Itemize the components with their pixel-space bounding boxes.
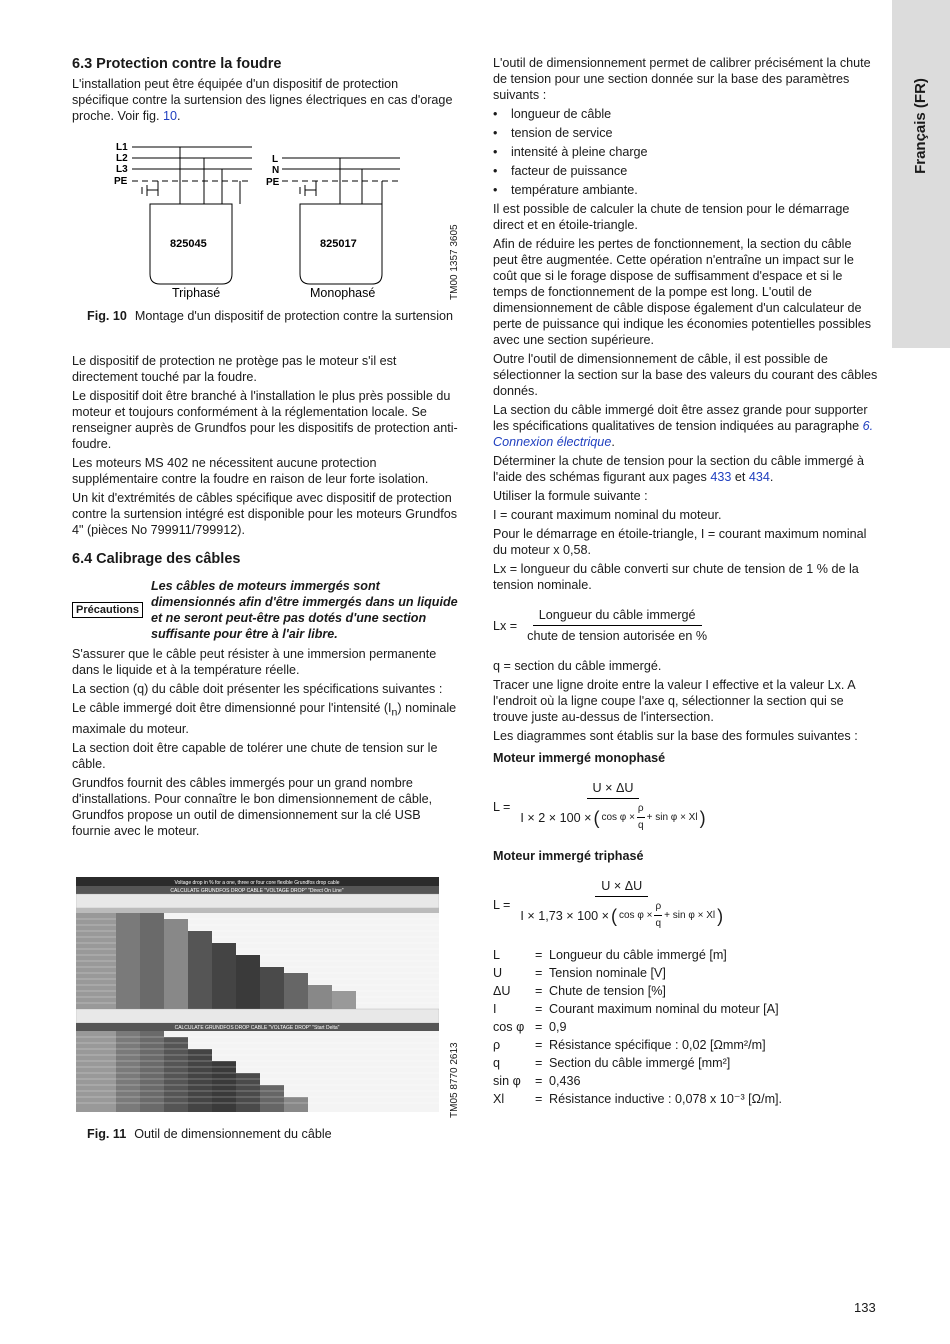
tool-intro: L'outil de dimensionnement permet de calibrer précisément la chute de tension pour une section donnée sur la base des paramètres suivants : (493, 56, 871, 102)
cable-para-2: La section (q) du câble doit présenter les spécifications suivantes : (72, 682, 443, 696)
parameter-item: • tension de service (493, 125, 879, 141)
right-para-10: Lx = longueur du câble converti sur chute de tension de 1 % de la tension nominale. (493, 562, 859, 592)
lx-formula (493, 607, 879, 644)
page-number: 133 (854, 1300, 876, 1315)
right-para-6: Déterminer la chute de tension pour la section du câble immergé à l'aide des schémas figurant aux pages 433 et 434. (493, 454, 865, 484)
lx-lhs: Lx = (493, 618, 518, 633)
fig-10-link[interactable]: 10 (163, 109, 178, 123)
section-6-3-title: 6.3 Protection contre la foudre (72, 56, 282, 72)
language-tab (892, 0, 950, 348)
label-monophase: Monophasé (310, 286, 376, 300)
cable-para-3: Le câble immergé doit être dimensionné pour l'intensité $(I_n)$ nominale maximale du moteur. (72, 701, 457, 736)
caution-block (72, 578, 458, 642)
legend-row: ΔU = Chute de tension [%] (493, 984, 666, 998)
cable-para-1: S'assurer que le câble peut résister à une immersion permanente dans le liquide et à la température réelle. (72, 647, 437, 677)
left-column (72, 55, 458, 145)
lightning-para-4: Un kit d'extrémités de câbles spécifique avec dispositif de protection contre la surtension intégré est disponible pour les moteurs Grundfos 4" (pièces No 799911/799912). (72, 491, 458, 537)
electrical-connection-link[interactable]: 6. Connexion électrique (493, 419, 874, 449)
fig-10-code: TM00 1357 3605 (449, 224, 460, 300)
legend-row: I = Courant maximum nominal du moteur [A] (493, 1002, 779, 1016)
page-433-link[interactable]: 433 (710, 470, 732, 484)
right-para-2: Il est possible de calculer la chute de tension pour le démarrage direct et en étoile-triangle. (493, 202, 850, 232)
legend-row: cos φ = 0,9 (493, 1020, 567, 1034)
right-para-5: La section du câble immergé doit être assez grande pour supporter les spécifications qualitatives de tension indiquées au paragraphe 6. Connexion électrique. (493, 403, 874, 449)
fig-11-caption (72, 1126, 458, 1142)
right-para-11: q = section du câble immergé. (493, 659, 662, 673)
symbol-legend (493, 946, 782, 1108)
mono-lhs: L = (493, 800, 511, 814)
tri-denominator: I × 1,73 × 100 × (520, 908, 609, 923)
cable-para-5: Grundfos fournit des câbles immergés pour un grand nombre d'installations. Pour connaître le bon dimensionnement de câble, Grundfos propose un outil de dimensionnement sur la clé USB fournie avec le moteur. (72, 775, 433, 838)
mono-numerator: U × ΔU (587, 780, 640, 799)
l2-label: L2 (116, 153, 128, 164)
mono-plus-sin: + sin φ × Xl (646, 811, 698, 823)
parameter-list (493, 106, 879, 198)
tri-formula: L = U × ΔU I × 1,73 × 100 × ( cos φ × $\frac{\rho}{q}$ + sin φ × Xl ) (493, 878, 879, 932)
fig-10-caption (72, 308, 458, 324)
legend-row: U = Tension nominale [V] (493, 966, 666, 980)
tool-header-1: Voltage drop in % for a one, three or four core flexible Grundfos drop cable (174, 880, 340, 886)
legend-row: q = Section du câble immergé [mm²] (493, 1056, 731, 1070)
legend-row: sin φ = 0,436 (493, 1074, 581, 1088)
figure-10-drawing (72, 138, 452, 308)
right-para-13: Les diagrammes sont établis sur la base des formules suivantes : (493, 729, 858, 743)
pe-mono-label: PE (266, 177, 280, 188)
mono-rho: ρ (637, 801, 645, 818)
right-para-8: I = courant maximum nominal du moteur. (493, 508, 722, 522)
legend-row: L = Longueur du câble immergé [m] (493, 948, 727, 962)
right-para-7: Utiliser la formule suivante : (493, 489, 648, 503)
tri-cos: cos φ × (618, 909, 653, 921)
tri-numerator: U × ΔU (595, 878, 648, 897)
parameter-item: • facteur de puissance (493, 163, 879, 179)
language-tab-label: Français (FR) (912, 78, 929, 174)
section-6-3-intro: L'installation peut être équipée d'un dispositif de protection spécifique contre la surtension des lignes électriques en cas d'orage proche. Voir fig. 10. (72, 77, 453, 123)
mono-q: q (637, 820, 644, 831)
parameter-item: • température ambiante. (493, 182, 879, 198)
tri-title: Moteur immergé triphasé (493, 849, 644, 863)
mono-cos: cos φ × (601, 811, 635, 823)
right-column (493, 55, 879, 1108)
lightning-para-3: Les moteurs MS 402 ne nécessitent aucune protection supplémentaire contre la foudre en raison de leur forte isolation. (72, 456, 429, 486)
right-para-4: Outre l'outil de dimensionnement de câble, il est possible de sélectionner la section sur la base des valeurs du courant des câbles donnés. (493, 352, 878, 398)
lightning-para-1: Le dispositif de protection ne protège pas le moteur s'il est directement touché par la foudre. (72, 354, 397, 384)
legend-row: Xl = Résistance inductive : 0,078 x 10⁻³ [Ω/m]. (493, 1092, 783, 1106)
n-label: N (272, 165, 280, 176)
right-para-9: Pour le démarrage en étoile-triangle, I = courant maximum nominal du moteur x 0,58. (493, 527, 867, 557)
cable-para-4: La section doit être capable de tolérer une chute de tension sur le câble. (72, 740, 438, 771)
right-para-12: Tracer une ligne droite entre la valeur I effective et la valeur Lx. A l'endroit où la ligne coupe l'axe q, sélectionner la section qui se trouve juste au-dessus de l'intersection. (493, 678, 855, 724)
tri-rho: ρ (654, 899, 662, 916)
caution-badge: Précautions (72, 602, 143, 618)
tool-header-3: CALCULATE GRUNDFOS DROP CABLE "VOLTAGE DROP" "Start Delta" (174, 1025, 340, 1031)
fig-10-caption-text: Montage d'un dispositif de protection contre la surtension (134, 309, 454, 323)
page-434-link[interactable]: 434 (748, 470, 770, 484)
tool-header-2: CALCULATE GRUNDFOS DROP CABLE "VOLTAGE DROP" "Direct On Line" (170, 888, 344, 894)
right-para-3: Afin de réduire les pertes de fonctionnement, la section du câble peut être augmentée. Cette opération n'entraîne un impact sur le coût que si le forage dispose de suffisamment d'espace et si le temps de fonctionnement de la pompe est long. L'outil de dimensionnement de câble dispose également d'un calculateur de perte de puissance qui indique les économies potentielles possibles avec une section supérieure. (493, 237, 872, 347)
fig-10-caption-num: Fig. 10 (87, 309, 127, 323)
parameter-item: • intensité à pleine charge (493, 144, 879, 160)
legend-row: ρ = Résistance spécifique : 0,02 [Ωmm²/m] (493, 1038, 766, 1052)
lx-numerator: Longueur du câble immergé (533, 607, 702, 626)
parameter-item: • longueur de câble (493, 106, 879, 122)
fig-11-code: TM05 8770 2613 (449, 1042, 460, 1118)
mono-formula: L = U × ΔU I × 2 × 100 × ( cos φ × $\frac{\rho}{q}$ + sin φ × Xl ) (493, 780, 879, 834)
lightning-para-2: Le dispositif doit être branché à l'installation le plus près possible du moteur et toujours conformément à la réglementation locale. Se renseigner auprès de Grundfos pour les dispositifs de protection anti-foudre. (72, 389, 458, 451)
mono-title: Moteur immergé monophasé (493, 751, 666, 765)
lx-denominator: chute de tension autorisée en % (527, 629, 708, 643)
l1-label: L1 (116, 142, 128, 153)
label-triphase: Triphasé (172, 286, 221, 300)
tri-lhs: L = (493, 898, 511, 912)
l3-label: L3 (116, 164, 128, 175)
l-label: L (272, 154, 279, 165)
box-825017: 825017 (320, 238, 357, 250)
pe-label: PE (114, 176, 128, 187)
tri-q: q (655, 918, 662, 929)
tri-plus-sin: + sin φ × Xl (664, 909, 716, 921)
cable-sizing-tool-image (76, 877, 439, 1112)
mono-denominator: I × 2 × 100 × (520, 810, 592, 825)
box-825045: 825045 (170, 238, 207, 250)
fig-11-caption-num: Fig. 11 (87, 1127, 127, 1141)
caution-text: Les câbles de moteurs immergés sont dimensionnés afin d'être immergés dans un liquide et ne seront peut-être pas dotés d'une section suffisante pour être à l'air libre. (150, 579, 458, 641)
section-6-4-title: 6.4 Calibrage des câbles (72, 551, 241, 567)
left-column-body (72, 353, 458, 842)
fig-11-caption-text: Outil de dimensionnement du câble (134, 1127, 332, 1141)
